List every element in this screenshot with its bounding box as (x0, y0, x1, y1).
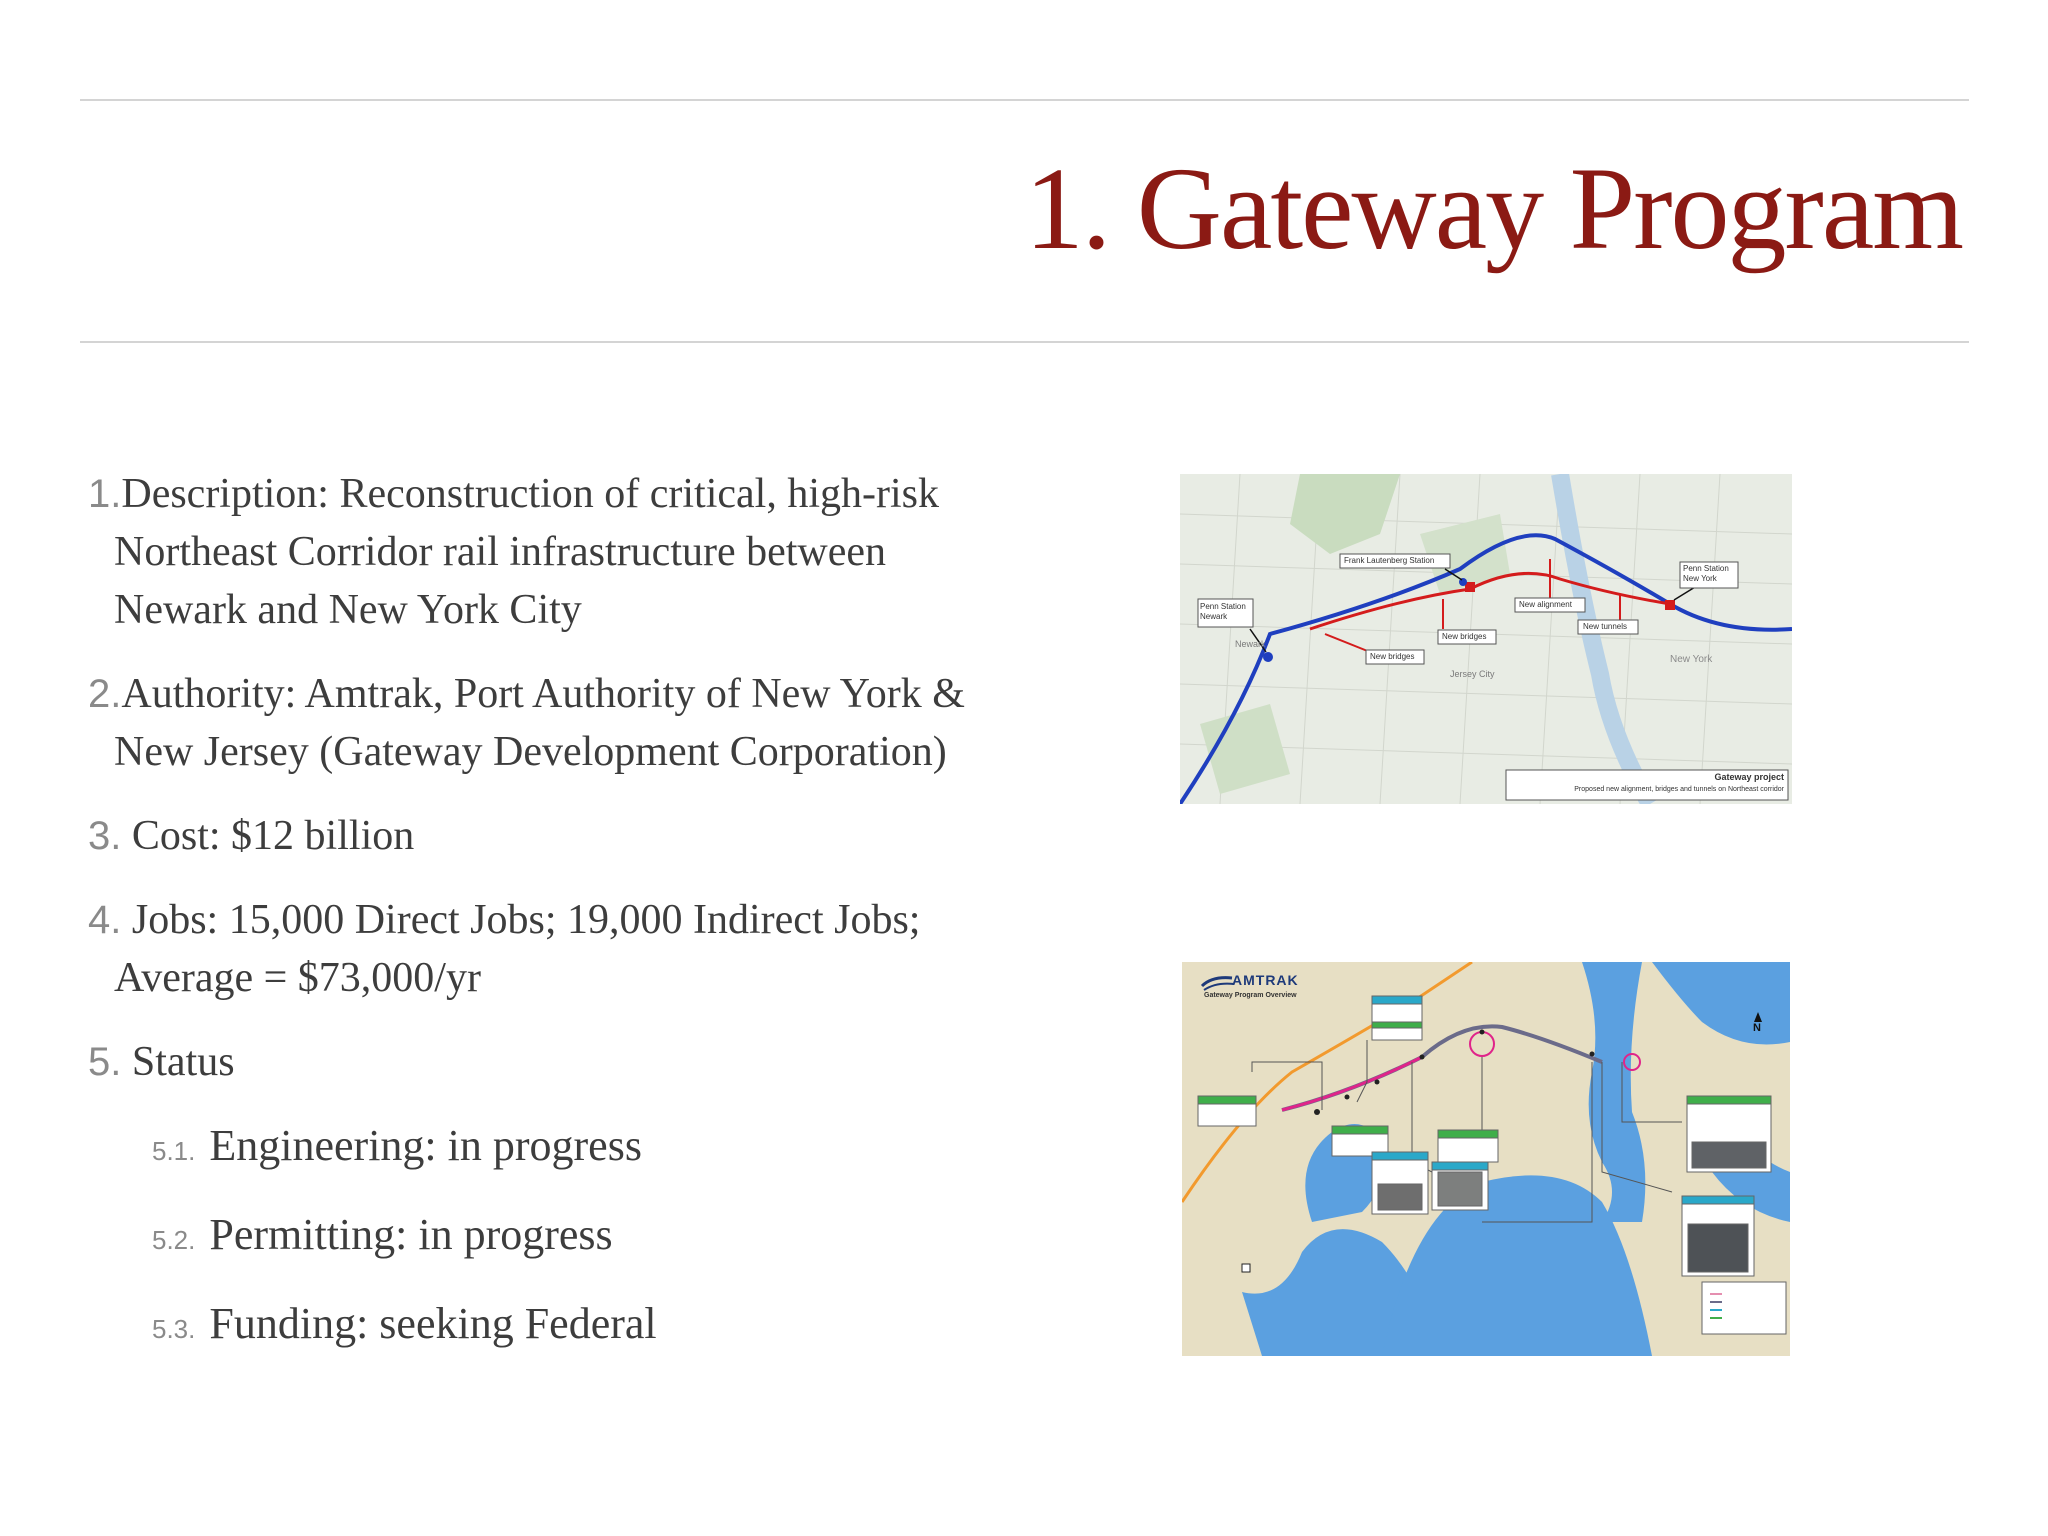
list-item-cost (88, 807, 1018, 865)
list-item-status (88, 1033, 1018, 1091)
label-penn-station-newark: Penn Station Newark (1200, 602, 1246, 621)
map-caption-subtitle: Proposed new alignment, bridges and tunnels on Northeast corridor (1574, 786, 1784, 793)
top-divider (80, 99, 1969, 101)
list-text: Authority: Amtrak, Port Authority of New York & New Jersey (Gateway Development Corporation) (114, 671, 965, 775)
sub-item-engineering (88, 1117, 1018, 1180)
list-number: 2. (88, 672, 122, 716)
label-new-york: New York (1670, 654, 1713, 665)
label-new-bridges: New bridges (1442, 632, 1487, 641)
title-divider (80, 341, 1969, 343)
label-new-alignment: New alignment (1519, 600, 1572, 609)
slide-title: 1. Gateway Program (1024, 143, 1962, 274)
list-text: Cost: $12 billion (121, 813, 415, 859)
sub-text: Engineering: in progress (209, 1121, 642, 1170)
list-item-authority (88, 665, 1018, 781)
list-text: Status (121, 1039, 235, 1085)
list-number: 1. (88, 472, 122, 516)
amtrak-logo: AMTRAK (1232, 972, 1299, 988)
list-text: Description: Reconstruction of critical, high-risk Northeast Corridor rail infrastructure between Newark and New York City (114, 471, 939, 633)
sub-text: Funding: seeking Federal (209, 1299, 657, 1348)
north-arrow-icon: N (1753, 1022, 1761, 1034)
label-frank-lautenberg: Frank Lautenberg Station (1344, 556, 1435, 565)
label-penn-station-ny: Penn Station New York (1683, 564, 1729, 583)
label-new-bridges: New bridges (1370, 652, 1415, 661)
sub-item-permitting (88, 1206, 1018, 1269)
list-item-jobs (88, 891, 1018, 1007)
list-number: 3. (88, 814, 122, 858)
overview-map-graphic (1182, 962, 1790, 1356)
sub-text: Permitting: in progress (209, 1210, 613, 1259)
sub-number: 5.3. (152, 1314, 196, 1344)
label-newark: Newark (1235, 639, 1266, 649)
amtrak-overview-map (1182, 962, 1790, 1356)
map-caption-title: Gateway project (1714, 772, 1784, 782)
label-jersey-city: Jersey City (1450, 669, 1495, 679)
sub-number: 5.1. (152, 1136, 196, 1166)
list-number: 5. (88, 1040, 122, 1084)
list-number: 4. (88, 898, 122, 942)
bullet-list (88, 465, 1018, 1384)
sub-item-funding (88, 1295, 1018, 1358)
map-subtitle: Gateway Program Overview (1204, 992, 1297, 999)
gateway-route-map (1180, 474, 1792, 804)
label-new-tunnels: New tunnels (1583, 622, 1628, 631)
list-text: Jobs: 15,000 Direct Jobs; 19,000 Indirect Jobs; Average = $73,000/yr (114, 897, 921, 1001)
list-item-description (88, 465, 1018, 639)
sub-number: 5.2. (152, 1225, 196, 1255)
